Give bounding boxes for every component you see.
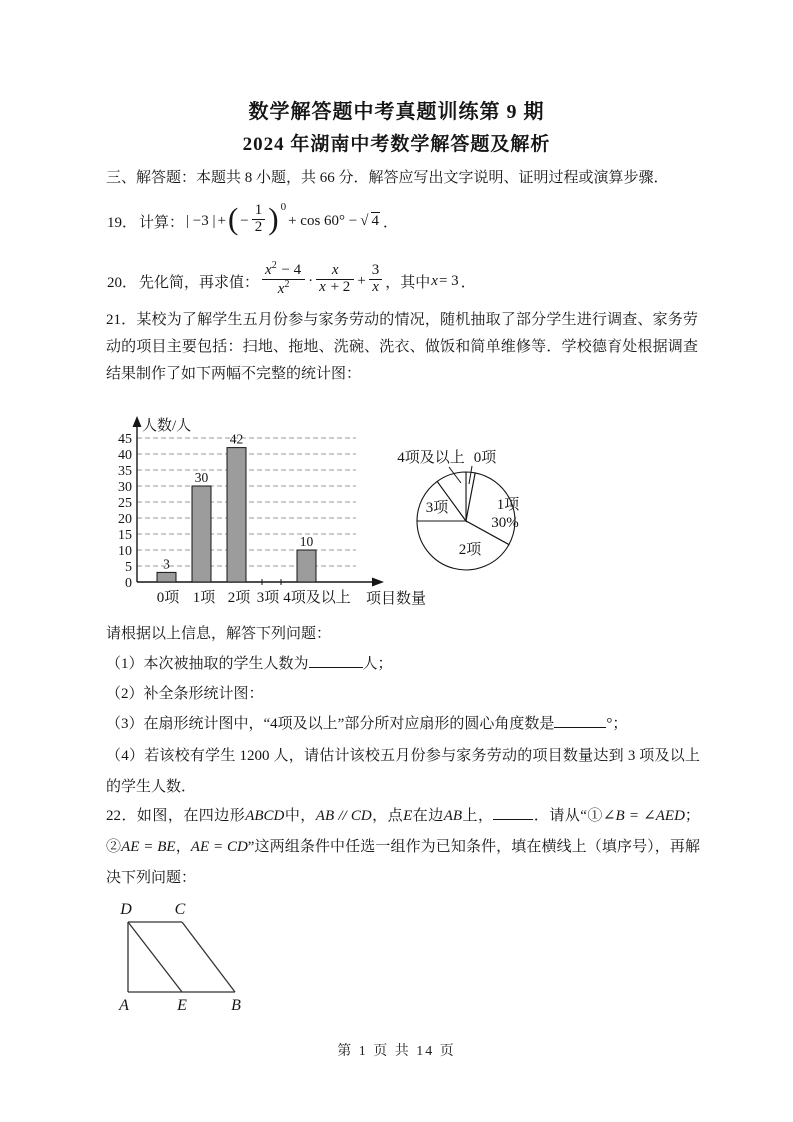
answer-blank	[554, 714, 606, 728]
y-tick-label: 5	[125, 560, 132, 575]
question-2: （2）补全条形统计图：	[106, 686, 264, 702]
figure-22	[104, 896, 268, 1018]
fraction-denominator: 2	[252, 219, 266, 236]
pie-value-label: 30%	[491, 515, 519, 531]
fraction-3-denominator: x	[369, 279, 383, 296]
pie-slice-label: 1项	[496, 497, 520, 513]
category-label: 3项	[256, 590, 280, 606]
math-condition-2b: AE = CD	[190, 839, 248, 855]
section-header: 三、解答题：本题共 8 小题，共 66 分．解答应写出文字说明、证明过程或演算步骤．	[106, 170, 669, 186]
abs-value-expression: | −3 |	[186, 212, 216, 229]
condition-text: ，其中	[385, 274, 431, 291]
period: ．	[383, 214, 399, 231]
y-tick-label: 20	[118, 512, 132, 527]
fraction-1	[261, 261, 306, 298]
negative-sign: −	[240, 212, 249, 229]
math-condition-2a: AE = BE	[121, 839, 176, 855]
pie-slice-label: 4项及以上	[397, 450, 465, 466]
y-tick-label: 45	[118, 432, 132, 447]
bar	[297, 550, 316, 582]
pie-slice-label: 0项	[473, 450, 497, 466]
y-axis-arrow	[133, 416, 142, 427]
problem-19-label: 计算：	[139, 214, 185, 231]
math-e: E	[403, 808, 413, 824]
fraction-3-numerator: 3	[371, 261, 380, 278]
bar-value-label: 30	[194, 470, 209, 485]
fraction-3	[368, 263, 384, 296]
period: ．	[460, 274, 476, 291]
problem-20-label: 先化简，再求值：	[139, 274, 260, 291]
problem-22: 22．如图，在四边形ABCD中，AB // CD，点E在边AB上， ．请从“①∠B = ∠AED；②AE = BE，AE = CD”这两组条件中任选一组作为已知条件，填在横线上（填序号），再解决下列问题：	[106, 808, 700, 886]
plus-operator: +	[357, 272, 366, 289]
bar	[157, 572, 176, 582]
problem-20-number: 20．	[107, 274, 138, 291]
problem-20	[106, 253, 477, 309]
y-axis-title: 人数/人	[142, 418, 192, 434]
doc-subtitle: 2024 年湖南中考数学解答题及解析	[242, 134, 551, 155]
question-3-text: （3）在扇形统计图中，“4项及以上”部分所对应扇形的圆心角度数是	[106, 716, 555, 732]
radical-expression	[359, 213, 381, 230]
fraction-numerator: 1	[254, 201, 263, 218]
math-condition-1: ∠B = ∠AED	[602, 808, 685, 824]
vertex-label-b: B	[231, 997, 241, 1014]
fraction-2	[315, 263, 355, 296]
variable-x: x	[431, 272, 438, 289]
radical-sign: √	[360, 212, 369, 229]
segment-de	[128, 922, 182, 992]
y-tick-label: 25	[118, 496, 132, 511]
page-number-footer: 第 1 页 共 14 页	[337, 1044, 456, 1059]
y-tick-label: 35	[118, 464, 132, 479]
cosine-term: + cos 60° −	[288, 212, 358, 229]
pie-slice-label: 2项	[458, 542, 482, 558]
pie-slice-label: 3项	[425, 500, 449, 516]
y-tick-label: 0	[125, 576, 132, 591]
math-ab-parallel-cd: AB // CD	[315, 808, 372, 824]
y-tick-label: 15	[118, 528, 132, 543]
math-abcd: ABCD	[245, 808, 285, 824]
radicand: 4	[371, 212, 379, 229]
question-3	[106, 712, 627, 733]
exponent-zero: 0	[280, 201, 287, 213]
problem-19-number: 19．	[107, 214, 138, 231]
questions-intro: 请根据以上信息，解答下列问题：	[106, 626, 332, 642]
answer-blank	[493, 806, 533, 820]
y-tick-label: 30	[118, 480, 132, 495]
doc-title: 数学解答题中考真题训练第 9 期	[248, 101, 545, 123]
category-label: 2项	[227, 590, 251, 606]
vertex-label-c: C	[174, 901, 186, 918]
vertex-label-a: A	[119, 997, 129, 1014]
question-1-suffix: 人；	[362, 656, 393, 672]
bar	[227, 448, 246, 582]
fraction-one-half	[251, 203, 267, 236]
y-tick-label: 10	[118, 544, 132, 559]
math-ab: AB	[443, 808, 463, 824]
bar-value-label: 42	[229, 431, 244, 447]
category-label: 0项	[156, 590, 180, 606]
category-label: 1项	[192, 590, 216, 606]
fraction-1-denominator: $x^2$	[262, 279, 305, 298]
problem-19: 19． 计算： | −3 | + ( − $\frac{1}{2}$ ) 0 + cos 60° − √ 4 ．	[107, 201, 399, 236]
category-label: 4项及以上	[283, 590, 351, 606]
plus-operator: +	[217, 212, 226, 229]
question-1-text: （1）本次被抽取的学生人数为	[106, 656, 309, 672]
dot-operator: ·	[308, 272, 314, 289]
problem-21: 21．某校为了解学生五月份参与家务劳动的情况，随机抽取了部分学生进行调查、家务劳动的项目主要包括：扫地、拖地、洗碗、洗衣、做饭和简单维修等．学校德育处根据调查结果制作了如下两幅不完整的统计图：	[106, 312, 698, 382]
vertex-label-d: D	[120, 901, 132, 918]
fraction-2-denominator: x + 2	[316, 279, 354, 296]
bar-value-label: 3	[163, 556, 170, 572]
fraction-2-numerator: x	[331, 261, 339, 278]
y-tick-label: 40	[118, 448, 132, 463]
x-axis-title: 项目数量	[366, 591, 427, 607]
bar	[192, 486, 211, 582]
segment-cb	[182, 922, 235, 992]
x-equals-3: = 3	[438, 272, 459, 289]
fraction-1-numerator: $x^2 - 4$	[265, 259, 302, 278]
question-1	[106, 652, 393, 673]
bar-value-label: 10	[299, 534, 314, 549]
x-axis-arrow	[372, 578, 384, 587]
pie-chart	[385, 438, 602, 610]
vertex-label-e: E	[177, 997, 187, 1014]
p22-text: 22．如图，在四边形	[106, 808, 246, 824]
answer-blank	[309, 654, 363, 668]
question-4: （4）若该校有学生 1200 人，请估计该校五月份参与家务劳动的项目数量达到 3 项及以上的学生人数．	[106, 748, 700, 795]
question-3-suffix: °；	[606, 716, 628, 732]
